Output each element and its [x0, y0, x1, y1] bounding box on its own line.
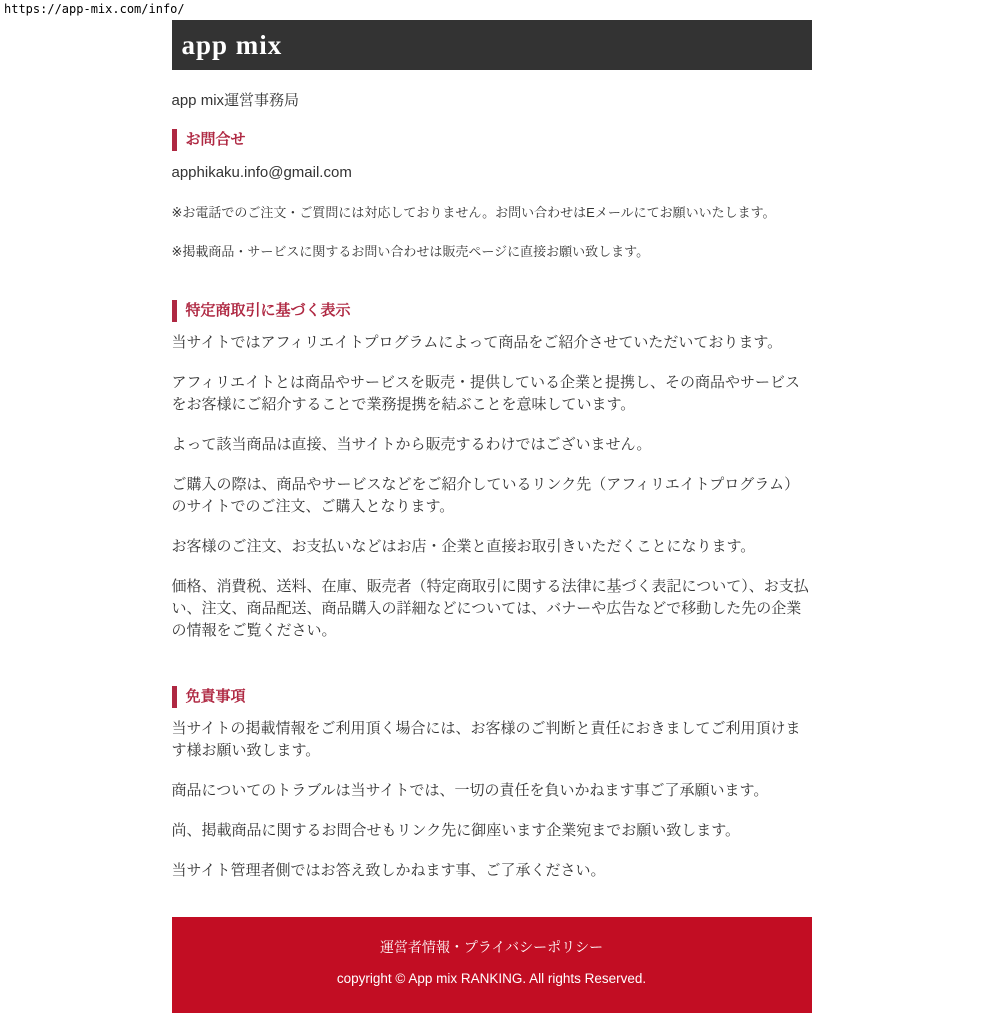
site-footer: [172, 917, 812, 1013]
footer-privacy-link[interactable]: 運営者情報・プライバシーポリシー: [379, 939, 604, 955]
site-title[interactable]: app mix: [181, 29, 283, 60]
disclaimer-paragraph: 当サイトの掲載情報をご利用頂く場合には、お客様のご判断と責任におきましてご利用頂けます様お願い致します。: [171, 720, 801, 759]
disclaimer-paragraph: 尚、掲載商品に関するお問合せもリンク先に御座います企業宛までお願い致します。: [171, 822, 741, 839]
tokutei-paragraph: ご購入の際は、商品やサービスなどをご紹介しているリンク先（アフィリエイトプログラム）のサイトでのご注文、ご購入となります。: [171, 476, 800, 515]
browser-url-label: https://app-mix.com/info/: [4, 2, 185, 16]
contact-note: ※お電話でのご注文・ご質問には対応しておりません。お問い合わせはEメールにてお願いいたします。: [171, 205, 776, 220]
tokutei-paragraph: よって該当商品は直接、当サイトから販売するわけではございません。: [171, 436, 652, 453]
page-container: [172, 20, 812, 1013]
section-heading-tokutei: 特定商取引に基づく表示: [172, 300, 812, 322]
contact-email: apphikaku.info@gmail.com: [171, 164, 352, 181]
contact-note: ※掲載商品・サービスに関するお問い合わせは販売ページに直接お願い致します。: [171, 244, 650, 259]
footer-copyright: copyright © App mix RANKING. All rights Reserved.: [336, 971, 647, 986]
section-heading-disclaimer: 免責事項: [172, 686, 812, 708]
operator-name: app mix運営事務局: [171, 92, 300, 109]
section-heading-contact: お問合せ: [172, 129, 812, 151]
site-header: [172, 20, 812, 70]
disclaimer-paragraph: 商品についてのトラブルは当サイトでは、一切の責任を負いかねます事ご了承願います。: [171, 782, 769, 799]
disclaimer-paragraph: 当サイト管理者側ではお答え致しかねます事、ご了承ください。: [171, 862, 606, 879]
tokutei-paragraph: 当サイトではアフィリエイトプログラムによって商品をご紹介させていただいております。: [171, 334, 783, 351]
tokutei-paragraph: お客様のご注文、お支払いなどはお店・企業と直接お取引きいただくことになります。: [171, 538, 756, 555]
tokutei-paragraph: 価格、消費税、送料、在庫、販売者（特定商取引に関する法律に基づく表記について）、お支払い、注文、商品配送、商品購入の詳細などについては、バナーや広告などで移動した先の企業の情報をご覧ください。: [171, 578, 809, 639]
tokutei-paragraph: アフィリエイトとは商品やサービスを販売・提供している企業と提携し、その商品やサービスをお客様にご紹介することで業務提携を結ぶことを意味しています。: [171, 374, 801, 413]
